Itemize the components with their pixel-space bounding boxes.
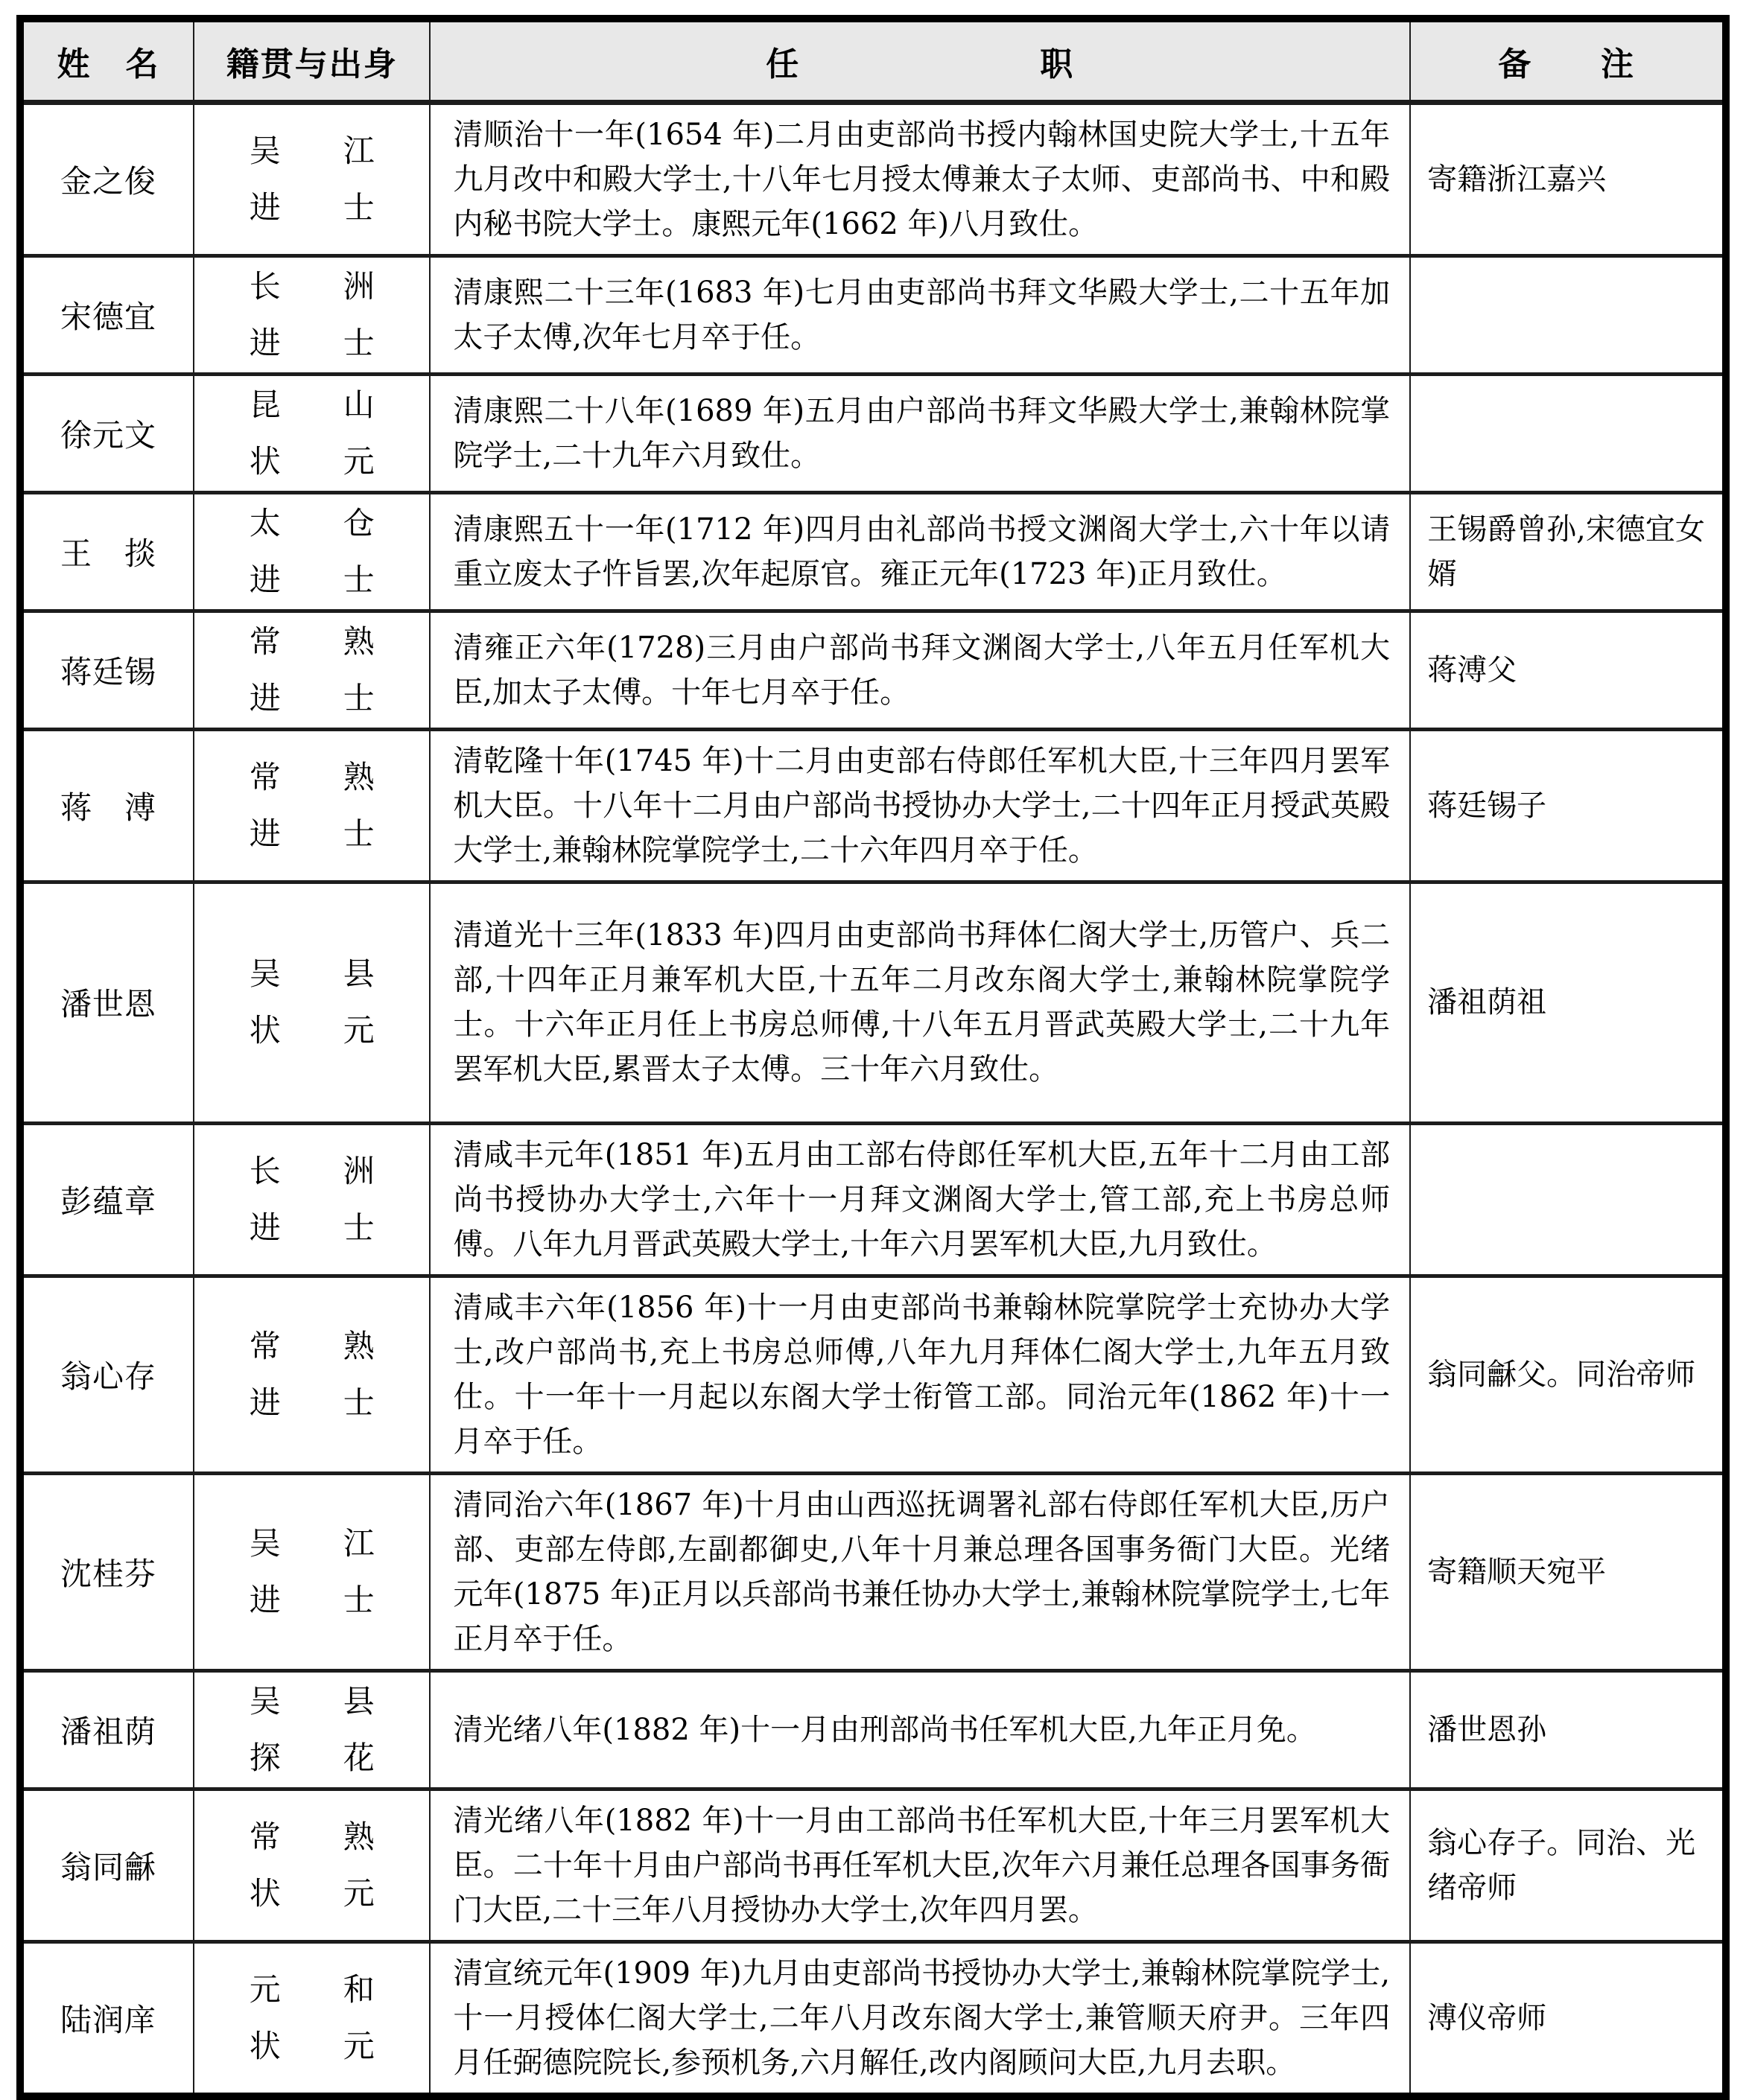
table-row: [20, 1670, 1726, 1789]
cell-name: 宋德宜: [20, 255, 194, 374]
table-row: [20, 1789, 1726, 1941]
cell-note: 溥仪帝师: [1410, 1941, 1726, 2096]
origin-place: 常 熟: [249, 1327, 375, 1364]
cell-position: 清乾隆十年(1745 年)十二月由吏部右侍郎任军机大臣,十三年四月罢军机大臣。十八年十二月由户部尚书授协办大学士,二十四年正月授武英殿大学士,兼翰林院掌院学士,二十六年四月卒于任。: [430, 729, 1410, 882]
table-row: [20, 1473, 1726, 1670]
origin-rank: 状 元: [249, 1012, 375, 1049]
cell-position: 清宣统元年(1909 年)九月由吏部尚书授协办大学士,兼翰林院掌院学士,十一月授体仁阁大学士,二年八月改东阁大学士,兼管顺天府尹。三年四月任弼德院院长,参预机务,六月解任,改内阁顾问大臣,九月去职。: [430, 1941, 1410, 2096]
cell-origin: [194, 1941, 430, 2096]
table-row: [20, 1941, 1726, 2096]
cell-name: 徐元文: [20, 374, 194, 492]
cell-note: 蒋廷锡子: [1410, 729, 1726, 882]
origin-place: 吴 江: [249, 1524, 375, 1562]
cell-note: [1410, 255, 1726, 374]
cell-name: 蒋 溥: [20, 729, 194, 882]
table-row: [20, 729, 1726, 882]
origin-rank: 探 花: [249, 1739, 375, 1776]
cell-origin: [194, 1670, 430, 1789]
origin-place: 昆 山: [249, 386, 375, 423]
origin-place: 长 洲: [249, 267, 375, 305]
cell-position: 清同治六年(1867 年)十月由山西巡抚调署礼部右侍郎任军机大臣,历户部、吏部左侍郎,左副都御史,八年十月兼总理各国事务衙门大臣。光绪元年(1875 年)正月以兵部尚书兼任协办大学士,兼翰林院掌院学士,七年正月卒于任。: [430, 1473, 1410, 1670]
origin-place: 常 熟: [249, 623, 375, 660]
cell-origin: [194, 102, 430, 255]
origin-place: 常 熟: [249, 758, 375, 795]
cell-position: 清雍正六年(1728)三月由户部尚书拜文渊阁大学士,八年五月任军机大臣,加太子太傅。十年七月卒于任。: [430, 611, 1410, 729]
cell-name: 翁同龢: [20, 1789, 194, 1941]
header-row: [20, 19, 1726, 102]
cell-position: 清顺治十一年(1654 年)二月由吏部尚书授内翰林国史院大学士,十五年九月改中和殿大学士,十八年七月授太傅兼太子太师、吏部尚书、中和殿内秘书院大学士。康熙元年(1662 年)八月致仕。: [430, 102, 1410, 255]
cell-note: [1410, 374, 1726, 492]
cell-origin: [194, 729, 430, 882]
origin-place: 吴 县: [249, 955, 375, 992]
cell-origin: [194, 882, 430, 1123]
table-row: [20, 882, 1726, 1123]
cell-position: 清咸丰六年(1856 年)十一月由吏部尚书兼翰林院掌院学士充协办大学士,改户部尚书,充上书房总师傅,八年九月拜体仁阁大学士,九年五月致仕。十一年十一月起以东阁大学士衔管工部。同治元年(1862 年)十一月卒于任。: [430, 1276, 1410, 1473]
origin-rank: 进 士: [249, 188, 375, 226]
origin-rank: 进 士: [249, 1581, 375, 1618]
cell-name: 彭蕴章: [20, 1123, 194, 1276]
cell-name: 王 掞: [20, 492, 194, 611]
cell-origin: [194, 1789, 430, 1941]
cell-origin: [194, 1123, 430, 1276]
origin-rank: 进 士: [249, 815, 375, 852]
cell-name: 金之俊: [20, 102, 194, 255]
origin-place: 太 仓: [249, 504, 375, 541]
origin-place: 吴 县: [249, 1682, 375, 1719]
cell-note: 翁同龢父。同治帝师: [1410, 1276, 1726, 1473]
cell-position: 清康熙五十一年(1712 年)四月由礼部尚书授文渊阁大学士,六十年以请重立废太子忤旨罢,次年起原官。雍正元年(1723 年)正月致仕。: [430, 492, 1410, 611]
cell-origin: [194, 374, 430, 492]
table-row: [20, 255, 1726, 374]
cell-position: 清道光十三年(1833 年)四月由吏部尚书拜体仁阁大学士,历管户、兵二部,十四年正月兼军机大臣,十五年二月改东阁大学士,兼翰林院掌院学士。十六年正月任上书房总师傅,十八年五月晋武英殿大学士,二十九年罢军机大臣,累晋太子太傅。三十年六月致仕。: [430, 882, 1410, 1123]
cell-origin: [194, 1276, 430, 1473]
table-row: [20, 492, 1726, 611]
origin-place: 元 和: [249, 1970, 375, 2008]
cell-note: 寄籍浙江嘉兴: [1410, 102, 1726, 255]
table-header: [20, 19, 1726, 102]
table-row: [20, 1276, 1726, 1473]
origin-rank: 状 元: [249, 1874, 375, 1912]
cell-origin: [194, 255, 430, 374]
cell-note: 潘世恩孙: [1410, 1670, 1726, 1789]
cell-position: 清康熙二十三年(1683 年)七月由吏部尚书拜文华殿大学士,二十五年加太子太傅,次年七月卒于任。: [430, 255, 1410, 374]
table-row: [20, 102, 1726, 255]
cell-name: 陆润庠: [20, 1941, 194, 2096]
cell-name: 潘世恩: [20, 882, 194, 1123]
cell-name: 潘祖荫: [20, 1670, 194, 1789]
origin-rank: 状 元: [249, 442, 375, 480]
cell-note: [1410, 1123, 1726, 1276]
cell-note: 潘祖荫祖: [1410, 882, 1726, 1123]
cell-name: 沈桂芬: [20, 1473, 194, 1670]
cell-note: 寄籍顺天宛平: [1410, 1473, 1726, 1670]
cell-position: 清光绪八年(1882 年)十一月由刑部尚书任军机大臣,九年正月免。: [430, 1670, 1410, 1789]
origin-rank: 进 士: [249, 324, 375, 361]
cell-origin: [194, 1473, 430, 1670]
origin-rank: 进 士: [249, 679, 375, 716]
table-row: [20, 611, 1726, 729]
cell-note: 王锡爵曾孙,宋德宜女婿: [1410, 492, 1726, 611]
officials-table: [16, 15, 1730, 2100]
cell-name: 蒋廷锡: [20, 611, 194, 729]
cell-origin: [194, 611, 430, 729]
cell-note: 蒋溥父: [1410, 611, 1726, 729]
table-row: [20, 374, 1726, 492]
origin-rank: 状 元: [249, 2027, 375, 2064]
col-header-origin: 籍贯与出身: [194, 19, 430, 102]
cell-position: 清康熙二十八年(1689 年)五月由户部尚书拜文华殿大学士,兼翰林院掌院学士,二十九年六月致仕。: [430, 374, 1410, 492]
table-body: [20, 102, 1726, 2096]
col-header-position: 任 职: [430, 19, 1410, 102]
origin-rank: 进 士: [249, 1384, 375, 1421]
table-row: [20, 1123, 1726, 1276]
cell-note: 翁心存子。同治、光绪帝师: [1410, 1789, 1726, 1941]
cell-position: 清咸丰元年(1851 年)五月由工部右侍郎任军机大臣,五年十二月由工部尚书授协办大学士,六年十一月拜文渊阁大学士,管工部,充上书房总师傅。八年九月晋武英殿大学士,十年六月罢军机大臣,九月致仕。: [430, 1123, 1410, 1276]
col-header-note: 备 注: [1410, 19, 1726, 102]
origin-rank: 进 士: [249, 1209, 375, 1246]
origin-place: 常 熟: [249, 1818, 375, 1855]
cell-position: 清光绪八年(1882 年)十一月由工部尚书任军机大臣,十年三月罢军机大臣。二十年十月由户部尚书再任军机大臣,次年六月兼任总理各国事务衙门大臣,二十三年八月授协办大学士,次年四月罢。: [430, 1789, 1410, 1941]
cell-origin: [194, 492, 430, 611]
origin-place: 吴 江: [249, 132, 375, 169]
cell-name: 翁心存: [20, 1276, 194, 1473]
origin-place: 长 洲: [249, 1152, 375, 1189]
col-header-name: 姓 名: [20, 19, 194, 102]
origin-rank: 进 士: [249, 561, 375, 598]
